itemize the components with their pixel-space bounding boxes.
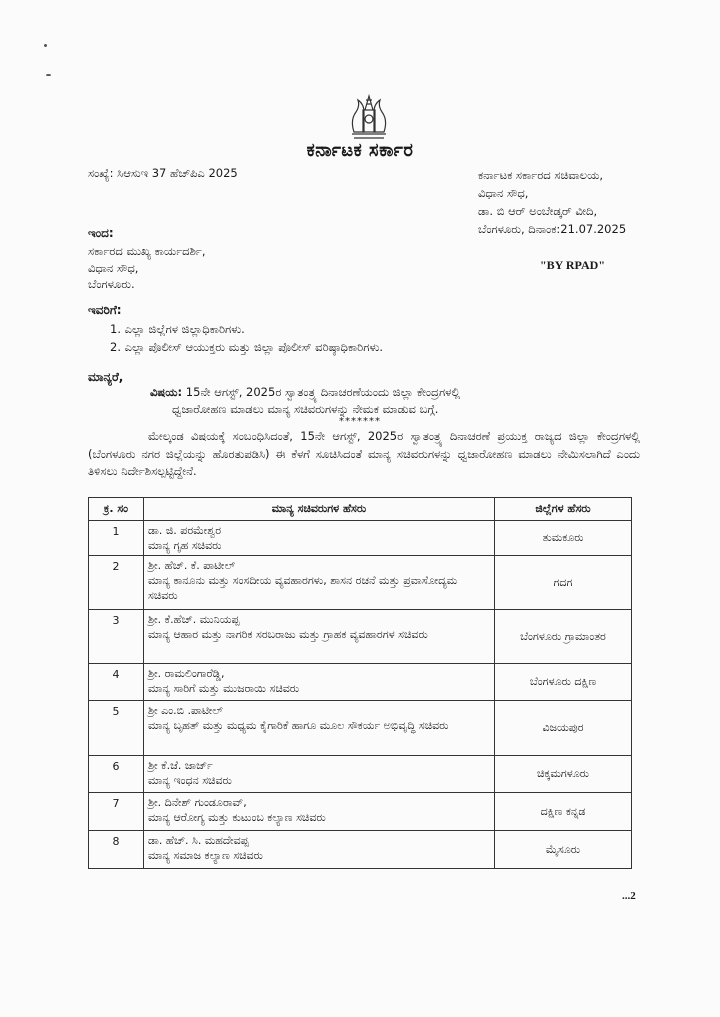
delivery-mode: "BY RPAD" bbox=[540, 258, 605, 272]
from-line: ವಿಧಾನ ಸೌಧ, bbox=[88, 260, 139, 275]
subject-label: ವಿಷಯ: bbox=[150, 385, 183, 399]
address-line: ಡಾ. ಬಿ ಆರ್ ಅಂಬೇಡ್ಕರ್ ವೀದಿ, bbox=[478, 204, 598, 218]
minister-name: ಶ್ರೀ. ದಿನೇಶ್ ಗುಂಡೂರಾವ್, bbox=[148, 796, 247, 809]
district-cell: ಚಿಕ್ಕಮಗಳೂರು bbox=[495, 756, 632, 793]
minister-name: ಶ್ರೀ. ರಾಮಲಿಂಗಾರೆಡ್ಡಿ, bbox=[148, 667, 225, 680]
minister-name: ಶ್ರೀ. ಕೆ.ಹೆಚ್. ಮುನಿಯಪ್ಪ bbox=[148, 613, 240, 626]
minister-portfolio: ಮಾನ್ಯ ಆಹಾರ ಮತ್ತು ನಾಗರಿಕ ಸರಬರಾಜು ಮತ್ತು ಗ್ರಾಹಕ ವ್ಯವಹಾರಗಳ ಸಚಿವರು bbox=[148, 628, 428, 641]
district-cell: ಬೆಂಗಳೂರು ದಕ್ಷಿಣ bbox=[495, 664, 632, 701]
district-cell: ಗದಗ bbox=[495, 556, 632, 610]
letter-body: ಮೇಲ್ಕಂಡ ವಿಷಯಕ್ಕೆ ಸಂಬಂಧಿಸಿದಂತೆ, 15ನೇ ಆಗಸ್ಟ್, 2025ರ ಸ್ವಾತಂತ್ರ್ಯ ದಿನಾಚರಣೆ ಪ್ರಯುಕ್ತ ರಾಜ್ಯದ ಜಿಲ್ಲಾ ಕೇಂದ್ರಗಳಲ್ಲಿ (ಬೆಂಗಳೂರು ನಗರ ಜಿಲ್ಲೆಯನ್ನು ಹೊರತುಪಡಿಸಿ) ಈ ಕೆಳಗೆ ಸೂಚಿಸಿದಂತೆ ಮಾನ್ಯ ಸಚಿವರುಗಳನ್ನು ಧ್ವಜಾರೋಹಣ ಮಾಡಲು ನೇಮಿಸಲಾಗಿದೆ ಎಂದು ತಿಳಿಸಲು ನಿರ್ದೇಶಿಸಲ್ಪಟ್ಟಿದ್ದೇನೆ. bbox=[88, 429, 640, 478]
column-header: ಮಾನ್ಯ ಸಚಿವರುಗಳ ಹೆಸರು bbox=[144, 498, 495, 521]
district-cell: ದಕ್ಷಿಣ ಕನ್ನಡ bbox=[495, 793, 632, 831]
ministers-table bbox=[88, 497, 632, 869]
minister-portfolio: ಮಾನ್ಯ ಬೃಹತ್ ಮತ್ತು ಮಧ್ಯಮ ಕೈಗಾರಿಕೆ ಹಾಗೂ ಮೂಲ ಸೌಕರ್ಯ ಅಭಿವೃದ್ಧಿ ಸಚಿವರು bbox=[148, 719, 449, 732]
from-line: ಸರ್ಕಾರದ ಮುಖ್ಯ ಕಾರ್ಯದರ್ಶಿ, bbox=[88, 244, 206, 258]
serial-cell: 4 bbox=[89, 664, 144, 701]
minister-portfolio: ಮಾನ್ಯ ಸಾರಿಗೆ ಮತ್ತು ಮುಜರಾಯಿ ಸಚಿವರು bbox=[148, 682, 300, 695]
minister-portfolio: ಮಾನ್ಯ ಗೃಹ ಸಚಿವರು bbox=[148, 539, 222, 552]
scan-mark bbox=[44, 44, 47, 47]
minister-cell bbox=[144, 610, 495, 664]
to-label: ಇವರಿಗೆ: bbox=[88, 303, 122, 317]
serial-cell: 2 bbox=[89, 556, 144, 610]
serial-cell: 7 bbox=[89, 793, 144, 831]
minister-cell bbox=[144, 556, 495, 610]
table-row bbox=[89, 556, 632, 610]
minister-name: ಡಾ. ಹೆಚ್. ಸಿ. ಮಹದೇವಪ್ಪ bbox=[148, 834, 249, 847]
table-row bbox=[89, 521, 632, 556]
table-row bbox=[89, 831, 632, 869]
from-line: ಬೆಂಗಳೂರು. bbox=[88, 277, 135, 291]
serial-cell: 6 bbox=[89, 756, 144, 793]
table-header-row bbox=[89, 498, 632, 521]
table-row bbox=[89, 664, 632, 701]
minister-portfolio: ಮಾನ್ಯ ಕಾನೂನು ಮತ್ತು ಸಂಸದೀಯ ವ್ಯವಹಾರಗಳು, ಶಾಸನ ರಚನೆ ಮತ್ತು ಪ್ರವಾಸೋದ್ಯಮ ಸಚಿವರು bbox=[148, 574, 458, 602]
separator-stars: ******* bbox=[339, 416, 381, 427]
minister-portfolio: ಮಾನ್ಯ ಆರೋಗ್ಯ ಮತ್ತು ಕುಟುಂಬ ಕಲ್ಯಾಣ ಸಚಿವರು bbox=[148, 811, 326, 824]
column-header: ಜಿಲ್ಲೆಗಳ ಹೆಸರು bbox=[495, 498, 632, 521]
state-emblem-icon bbox=[346, 92, 392, 142]
minister-cell bbox=[144, 701, 495, 756]
minister-cell bbox=[144, 793, 495, 831]
from-address bbox=[88, 243, 206, 293]
minister-name: ಶ್ರೀ. ಹೆಚ್. ಕೆ. ಪಾಟೀಲ್ bbox=[148, 559, 236, 572]
address-date-line: ಬೆಂಗಳೂರು, ದಿನಾಂಕ:21.07.2025 bbox=[478, 222, 627, 236]
recipient-list bbox=[110, 320, 383, 356]
minister-portfolio: ಮಾನ್ಯ ಇಂಧನ ಸಚಿವರು bbox=[148, 774, 232, 787]
table-row bbox=[89, 756, 632, 793]
minister-cell bbox=[144, 664, 495, 701]
subject bbox=[150, 384, 460, 418]
scan-mark bbox=[46, 74, 51, 76]
serial-cell: 3 bbox=[89, 610, 144, 664]
serial-cell: 1 bbox=[89, 521, 144, 556]
column-header: ಕ್ರ. ಸಂ bbox=[89, 498, 144, 521]
minister-name: ಶ್ರೀ ಎಂ.ಬಿ .ಪಾಟೀಲ್ bbox=[148, 704, 223, 717]
minister-name: ಡಾ. ಜಿ. ಪರಮೇಶ್ವರ bbox=[148, 524, 222, 537]
subject-line: 15ನೇ ಆಗಸ್ಟ್, 2025ರ ಸ್ವಾತಂತ್ರ್ಯ ದಿನಾಚರಣೆಯಂದು ಜಿಲ್ಲಾ ಕೇಂದ್ರಗಳಲ್ಲಿ bbox=[182, 385, 461, 399]
minister-cell bbox=[144, 756, 495, 793]
serial-cell: 8 bbox=[89, 831, 144, 869]
district-cell: ಮೈಸೂರು bbox=[495, 831, 632, 869]
district-cell: ತುಮಕೂರು bbox=[495, 521, 632, 556]
district-cell: ವಿಜಯಪುರ bbox=[495, 701, 632, 756]
district-cell: ಬೆಂಗಳೂರು ಗ್ರಾಮಾಂತರ bbox=[495, 610, 632, 664]
minister-portfolio: ಮಾನ್ಯ ಸಮಾಜ ಕಲ್ಯಾಣ ಸಚಿವರು bbox=[148, 849, 263, 862]
salutation: ಮಾನ್ಯರೆ, bbox=[88, 370, 124, 384]
table-row bbox=[89, 701, 632, 756]
minister-name: ಶ್ರೀ ಕೆ.ಜೆ. ಜಾರ್ಜ್ bbox=[148, 759, 213, 772]
recipient-item: 1. ಎಲ್ಲಾ ಜಿಲ್ಲೆಗಳ ಜಿಲ್ಲಾಧಿಕಾರಿಗಳು. bbox=[110, 322, 245, 336]
serial-cell: 5 bbox=[89, 701, 144, 756]
recipient-item: 2. ಎಲ್ಲಾ ಪೊಲೀಸ್ ಆಯುಕ್ತರು ಮತ್ತು ಜಿಲ್ಲಾ ಪೊಲೀಸ್ ವರಿಷ್ಠಾಧಿಕಾರಿಗಳು. bbox=[110, 340, 384, 354]
reference-number: ಸಂಖ್ಯೆ: ಸಿಆಸುಇ 37 ಹೆಚ್‌ಪಿಎ 2025 bbox=[88, 166, 238, 180]
government-title: ಕರ್ನಾಟಕ ಸರ್ಕಾರ bbox=[306, 140, 414, 161]
minister-cell bbox=[144, 831, 495, 869]
table-row bbox=[89, 793, 632, 831]
from-label: ಇಂದ: bbox=[88, 226, 114, 240]
address-line: ವಿಧಾನ ಸೌಧ, bbox=[478, 186, 529, 200]
page-continuation: ...2 bbox=[622, 890, 636, 902]
address-line: ಕರ್ನಾಟಕ ಸರ್ಕಾರದ ಸಚಿವಾಲಯ, bbox=[478, 168, 604, 182]
office-address bbox=[478, 166, 626, 238]
subject-line: ಧ್ವಜಾರೋಹಣ ಮಾಡಲು ಮಾನ್ಯ ಸಚಿವರುಗಳನ್ನು ನೇಮಕ ಮಾಡುವ ಬಗ್ಗೆ. bbox=[172, 402, 439, 416]
table-row bbox=[89, 610, 632, 664]
minister-cell bbox=[144, 521, 495, 556]
